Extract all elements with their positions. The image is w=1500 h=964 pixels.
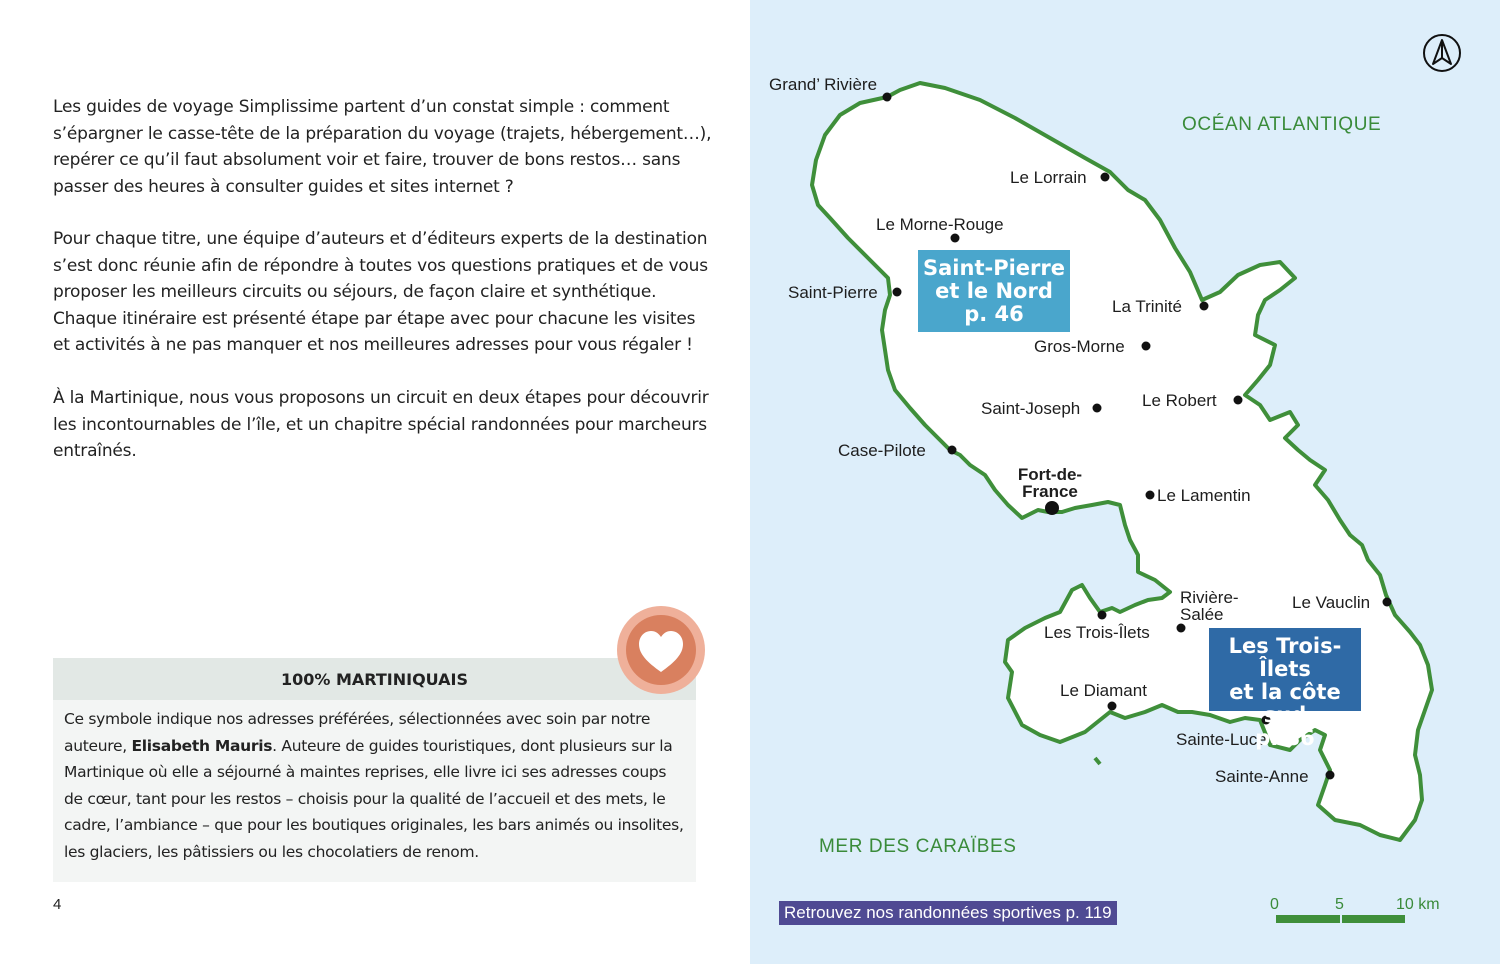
- label-le-diamant: Le Diamant: [1060, 681, 1147, 700]
- marker-saint-pierre: [893, 288, 902, 297]
- heart-icon: [617, 606, 705, 694]
- page-number: 4: [53, 896, 62, 913]
- marker-case-pilote: [948, 446, 957, 455]
- scale-bar-segment-1: [1276, 915, 1340, 923]
- north-arrow-icon: [1422, 33, 1462, 73]
- info-box: [53, 658, 696, 882]
- scale-label-5: 5: [1335, 896, 1344, 913]
- marker-la-trinite: [1200, 302, 1209, 311]
- marker-le-vauclin: [1383, 598, 1392, 607]
- marker-fort-de-france: [1045, 501, 1059, 515]
- label-sainte-anne: Sainte-Anne: [1215, 767, 1309, 786]
- label-fort-de-france-line-1: Fort-de-: [1017, 465, 1083, 484]
- marker-le-lamentin: [1146, 491, 1155, 500]
- map-page: [750, 0, 1500, 964]
- label-fort-de-france: [1008, 466, 1092, 500]
- label-case-pilote: Case-Pilote: [838, 441, 926, 460]
- label-riviere-salee-line-1: Rivière-: [1180, 588, 1239, 607]
- atlantic-ocean-label: OCÉAN ATLANTIQUE: [1182, 114, 1382, 135]
- label-riviere-salee-line-2: Salée: [1180, 605, 1224, 624]
- label-grand-riviere: Grand’ Rivière: [769, 75, 878, 94]
- label-gros-morne: Gros-Morne: [1034, 337, 1125, 356]
- label-fort-de-france-line-2: France: [1022, 482, 1078, 501]
- marker-gros-morne: [1142, 342, 1151, 351]
- label-saint-joseph: Saint-Joseph: [981, 399, 1081, 418]
- region-north-line-1: Saint-Pierre: [923, 256, 1065, 280]
- label-sainte-luce: Sainte-Luce: [1176, 730, 1267, 749]
- info-box-text-end: . Auteure de guides touristiques, dont plusieurs sur la Martinique où elle a séjourné à maintes reprises, elle livre ici ses adresses coups de cœur, tant pour les restos – choisis pour la qualité de l’accueil et des mets, le cadre, l’ambiance – que pour les boutiques originales, les bars animés ou insolites, les glaciers, les pâtissiers ou les chocolatiers de renom.: [64, 736, 684, 861]
- author-name: Elisabeth Mauris: [131, 736, 273, 755]
- info-box-text-start: Ce symbole indique nos adresses préférées, sélectionnées avec soin par notre auteure,: [64, 710, 651, 755]
- marker-riviere-salee: [1177, 624, 1186, 633]
- marker-sainte-anne: [1326, 771, 1335, 780]
- island-islet: [1095, 758, 1100, 764]
- marker-grand-riviere: [883, 93, 892, 102]
- label-la-trinite: La Trinité: [1112, 297, 1182, 316]
- hike-banner: Retrouvez nos randonnées sportives p. 119: [779, 901, 1117, 925]
- info-box-text: [53, 700, 696, 866]
- region-box-north[interactable]: [918, 250, 1070, 332]
- marker-le-diamant: [1108, 702, 1117, 711]
- region-south-line-1: Les Trois-Îlets: [1228, 634, 1342, 681]
- intro-paragraph-3: À la Martinique, nous vous proposons un circuit en deux étapes pour découvrir les incontournables de l’île, et un chapitre spécial randonnées pour marcheurs entraînés.: [53, 388, 709, 461]
- label-saint-pierre: Saint-Pierre: [788, 283, 878, 302]
- region-north-line-3: p. 46: [964, 302, 1024, 326]
- scale-label-0: 0: [1270, 896, 1279, 913]
- marker-le-robert: [1234, 396, 1243, 405]
- label-le-vauclin: Le Vauclin: [1292, 593, 1371, 612]
- marker-saint-joseph: [1093, 404, 1102, 413]
- label-le-lamentin: Le Lamentin: [1157, 486, 1251, 505]
- region-south-line-3: p. 86: [1255, 726, 1315, 750]
- region-south-line-2: et la côte sud: [1229, 680, 1341, 727]
- marker-les-trois-ilets: [1098, 611, 1107, 620]
- info-box-title: 100% MARTINIQUAIS: [53, 658, 696, 700]
- label-le-morne-rouge: Le Morne-Rouge: [876, 215, 1004, 234]
- region-north-line-2: et le Nord: [935, 279, 1053, 303]
- label-le-robert: Le Robert: [1142, 391, 1217, 410]
- scale-bar-segment-2: [1342, 915, 1405, 923]
- caribbean-sea-label: MER DES CARAÏBES: [819, 836, 1017, 857]
- scale-bar: [1276, 915, 1405, 923]
- label-le-lorrain: Le Lorrain: [1010, 168, 1087, 187]
- intro-paragraph-2: Pour chaque titre, une équipe d’auteurs et d’éditeurs experts de la destination s’est donc réunie afin de répondre à toutes vos questions pratiques et de vous proposer les meilleurs circuits ou séjours, de façon claire et synthétique. Chaque itinéraire est présenté étape par étape avec pour chacune les visites et activités à ne pas manquer et nos meilleures adresses pour vous régaler !: [53, 229, 708, 355]
- marker-le-morne-rouge: [951, 234, 960, 243]
- label-les-trois-ilets: Les Trois-Îlets: [1044, 623, 1150, 642]
- intro-paragraph-1: Les guides de voyage Simplissime partent d’un constat simple : comment s’épargner le casse-tête de la préparation du voyage (trajets, hébergement…), repérer ce qu’il faut absolument voir et faire, trouver de bons restos… sans passer des heures à consulter guides et sites internet ?: [53, 97, 712, 197]
- island-map: [750, 0, 1500, 964]
- scale-label-10: 10 km: [1396, 896, 1440, 913]
- marker-le-lorrain: [1101, 173, 1110, 182]
